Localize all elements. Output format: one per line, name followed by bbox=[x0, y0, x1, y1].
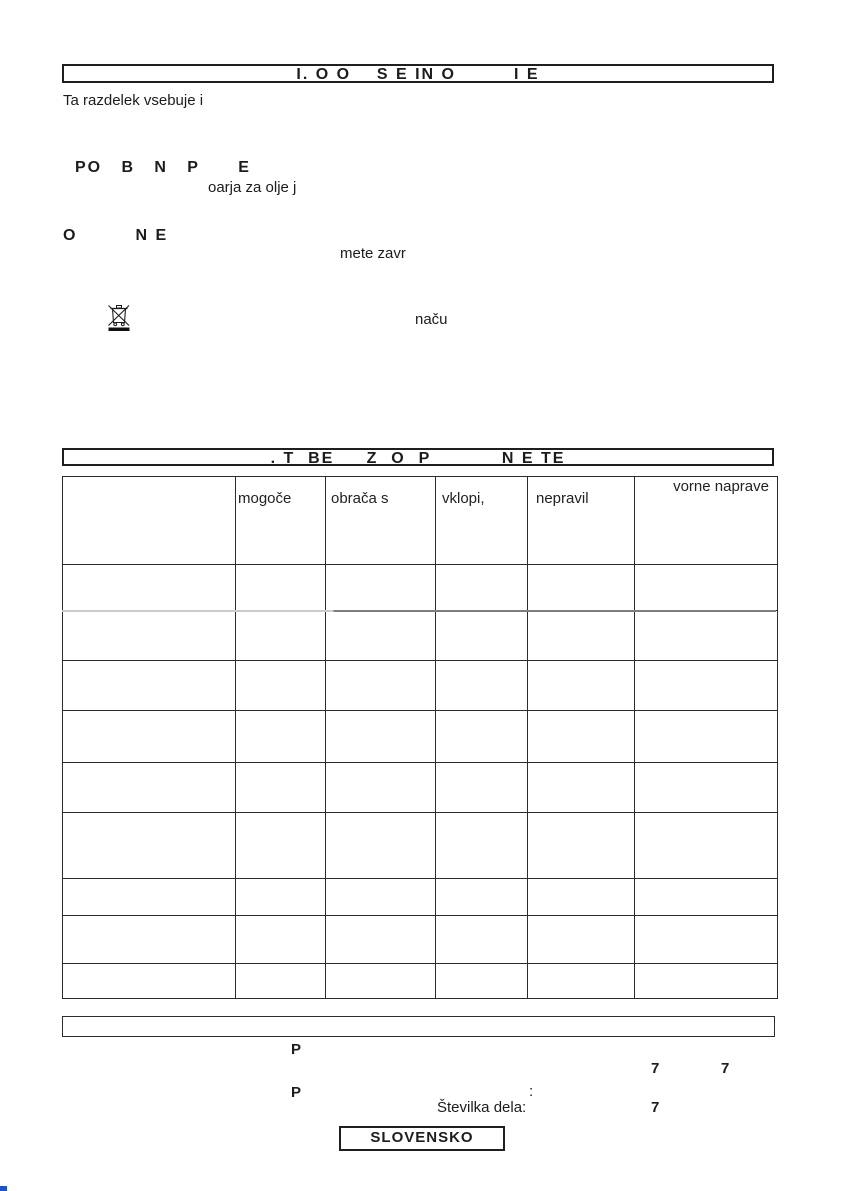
table-cell bbox=[236, 711, 326, 763]
intro-text: Ta razdelek vsebuje i bbox=[63, 92, 204, 109]
table-cell bbox=[436, 964, 528, 999]
table-cell bbox=[436, 565, 528, 611]
subheading-1: PO B N P E bbox=[75, 159, 251, 176]
table-cell bbox=[528, 964, 635, 999]
table-row bbox=[63, 964, 778, 999]
table-cell bbox=[436, 879, 528, 916]
table-cell bbox=[528, 813, 635, 879]
table-cell bbox=[63, 813, 236, 879]
table-cell bbox=[635, 711, 778, 763]
faded-row-divider bbox=[62, 610, 776, 612]
table-cell bbox=[236, 879, 326, 916]
table-cell bbox=[528, 711, 635, 763]
table-header-cell: obrača s bbox=[326, 477, 436, 565]
table-cell bbox=[236, 916, 326, 964]
table-cell bbox=[528, 661, 635, 711]
table-cell bbox=[326, 611, 436, 661]
table-cell bbox=[635, 879, 778, 916]
table-row bbox=[63, 813, 778, 879]
footer-p2: P bbox=[291, 1084, 302, 1101]
disposal-text: naču bbox=[415, 311, 448, 328]
table-cell bbox=[436, 916, 528, 964]
table-cell bbox=[436, 711, 528, 763]
table-cell bbox=[63, 879, 236, 916]
table-cell bbox=[63, 565, 236, 611]
table-cell bbox=[63, 661, 236, 711]
table-cell bbox=[326, 964, 436, 999]
section2-header-text: . T BE Z O P N E TE bbox=[270, 450, 566, 467]
table-cell bbox=[63, 611, 236, 661]
table-cell bbox=[236, 964, 326, 999]
table-cell bbox=[528, 879, 635, 916]
table-cell bbox=[528, 611, 635, 661]
part-number-label: Številka dela: bbox=[437, 1099, 527, 1116]
footer-colon: : bbox=[529, 1083, 534, 1100]
table-header-cell: vklopi, bbox=[436, 477, 528, 565]
footer-p1: P bbox=[291, 1041, 302, 1058]
table-row bbox=[63, 611, 778, 661]
table-cell bbox=[635, 565, 778, 611]
section1-header-text: I. O O S E IN O I E bbox=[296, 66, 540, 83]
table-cell bbox=[436, 763, 528, 813]
troubleshooting-table bbox=[62, 476, 778, 999]
language-badge bbox=[339, 1126, 505, 1151]
table-cell bbox=[326, 879, 436, 916]
language-badge-label: SLOVENSKO bbox=[370, 1129, 474, 1146]
table-cell bbox=[635, 763, 778, 813]
oil-text: oarja za olje j bbox=[208, 179, 297, 196]
corner-print-mark bbox=[0, 1186, 7, 1191]
table-cell bbox=[236, 611, 326, 661]
footer-seven-b: 7 bbox=[721, 1060, 730, 1077]
table-cell bbox=[326, 565, 436, 611]
table-cell bbox=[326, 661, 436, 711]
table-cell bbox=[236, 661, 326, 711]
table-cell bbox=[528, 763, 635, 813]
table-row bbox=[63, 565, 778, 611]
table-header-cell: mogoče bbox=[236, 477, 326, 565]
section2-header-box bbox=[62, 448, 774, 466]
table-row bbox=[63, 711, 778, 763]
table-cell bbox=[63, 964, 236, 999]
table-cell bbox=[63, 711, 236, 763]
table-header-row bbox=[63, 477, 778, 565]
table-row bbox=[63, 879, 778, 916]
table-cell bbox=[635, 813, 778, 879]
table-cell bbox=[528, 565, 635, 611]
table-cell bbox=[635, 916, 778, 964]
table-cell bbox=[436, 611, 528, 661]
table-cell bbox=[236, 813, 326, 879]
table-cell bbox=[236, 565, 326, 611]
brake-text: mete zavr bbox=[340, 245, 406, 262]
part-number-value: 7 bbox=[651, 1099, 660, 1116]
table-row bbox=[63, 661, 778, 711]
table-header-cell: vorne naprave bbox=[635, 477, 778, 565]
table-footer-box bbox=[62, 1016, 775, 1037]
table-cell bbox=[326, 916, 436, 964]
table-cell bbox=[528, 916, 635, 964]
table-cell bbox=[236, 763, 326, 813]
table-cell bbox=[635, 964, 778, 999]
table-cell bbox=[63, 916, 236, 964]
subheading-2: O N E bbox=[63, 227, 169, 244]
table-cell bbox=[63, 763, 236, 813]
table-row bbox=[63, 763, 778, 813]
table-cell bbox=[436, 661, 528, 711]
table-cell bbox=[436, 813, 528, 879]
table-cell bbox=[326, 711, 436, 763]
table-row bbox=[63, 916, 778, 964]
table-header-cell bbox=[63, 477, 236, 565]
table-cell bbox=[635, 661, 778, 711]
footer-seven-a: 7 bbox=[651, 1060, 660, 1077]
table-cell bbox=[326, 813, 436, 879]
section1-header-box bbox=[62, 64, 774, 83]
table-cell bbox=[635, 611, 778, 661]
crossed-out-wheeled-bin-icon bbox=[107, 304, 131, 332]
table-header-cell: nepravil bbox=[528, 477, 635, 565]
table-cell bbox=[326, 763, 436, 813]
